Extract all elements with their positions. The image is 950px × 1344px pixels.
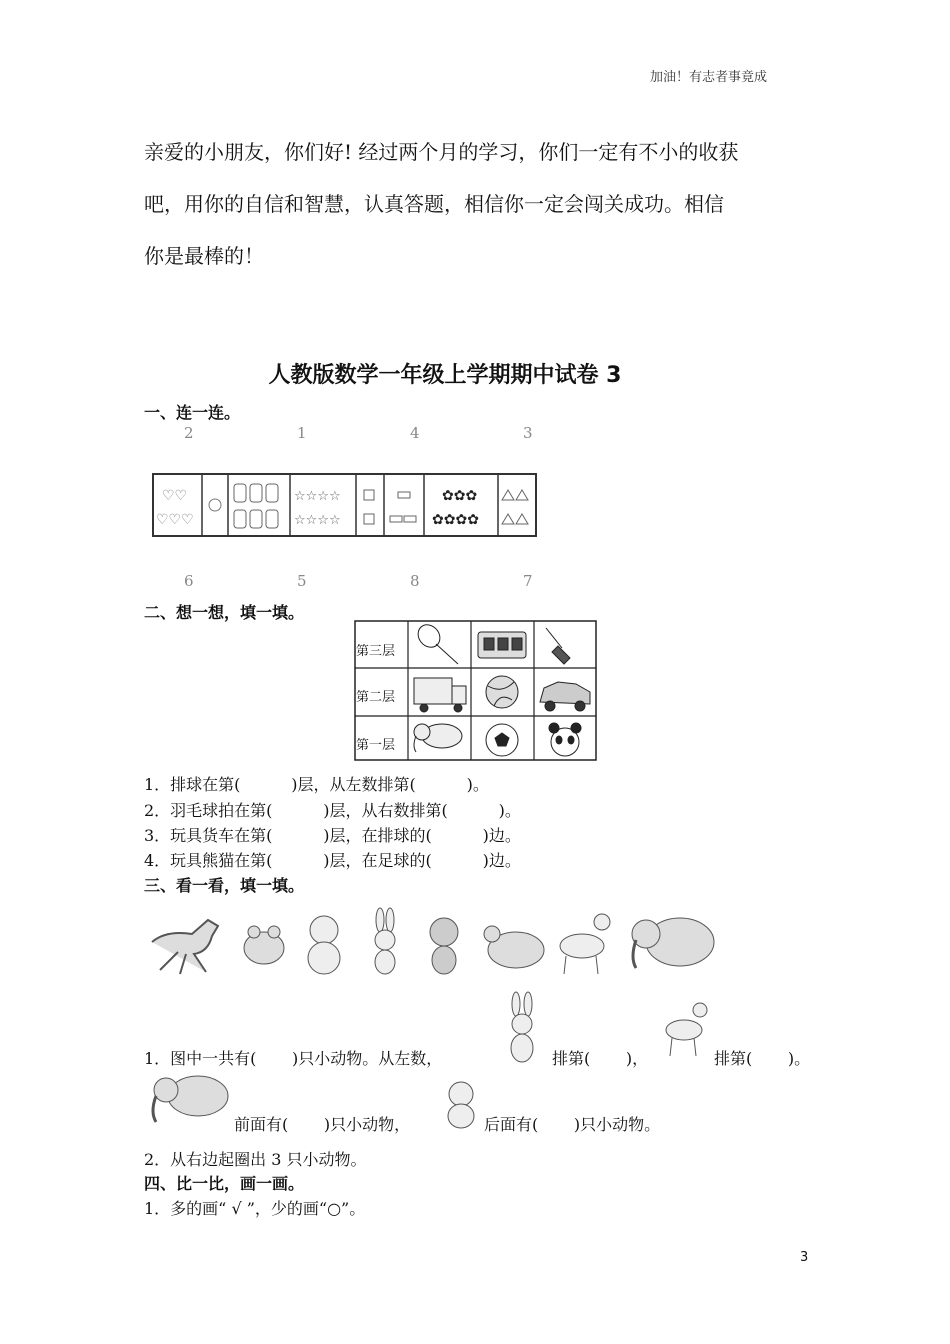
svg-text:☆☆☆☆: ☆☆☆☆ (294, 513, 341, 528)
toy-box-icon (478, 632, 526, 658)
section1-heading: 一、连一连。 (144, 403, 241, 422)
layer-label: 第一层 (356, 738, 396, 753)
goat-icon (560, 914, 610, 974)
counting-picture-strip (152, 472, 538, 538)
bottom-number: 6 (184, 572, 194, 590)
toy-elephant-icon (414, 724, 462, 752)
svg-text:✿✿✿: ✿✿✿ (442, 488, 478, 504)
question: 2．从右边起圈出 3 只小动物。 (144, 1150, 367, 1169)
badminton-racket-icon (414, 620, 458, 664)
horse-icon (152, 920, 218, 974)
top-number: 1 (297, 424, 307, 442)
hearts-icon (156, 488, 194, 528)
top-number: 2 (184, 424, 194, 442)
bottom-number: 8 (410, 572, 420, 590)
toy-car-icon (540, 682, 590, 711)
turtle-icon (484, 926, 544, 968)
dog-icon (308, 916, 340, 974)
triangles-icon (502, 490, 528, 524)
svg-text:☆☆☆☆: ☆☆☆☆ (294, 489, 341, 504)
section3-heading: 三、看一看，填一填。 (144, 876, 305, 895)
top-number: 4 (410, 424, 420, 442)
stars-icon (294, 489, 341, 528)
rectangles-icon (390, 492, 416, 522)
squares-icon (364, 490, 374, 524)
layer-label: 第三层 (356, 644, 396, 659)
animals-row (146, 902, 726, 982)
goat-icon (658, 996, 712, 1062)
question: 4．玩具熊猫在第( )层，在足球的( )边。 (144, 851, 521, 870)
svg-text:♡♡♡: ♡♡♡ (156, 512, 194, 528)
header-motto: 加油！有志者事竟成 (650, 70, 768, 85)
elephant-icon (142, 1066, 234, 1128)
question: 2．羽毛球拍在第( )层，从右数排第( )。 (144, 801, 521, 820)
top-number: 3 (523, 424, 533, 442)
section4-heading: 四、比一比，画一画。 (144, 1174, 305, 1193)
bottom-number: 7 (523, 572, 533, 590)
question: 前面有( )只小动物， (234, 1115, 411, 1134)
question: 排第( )， (552, 1049, 649, 1068)
bottom-number: 5 (297, 572, 307, 590)
rabbit-icon (375, 908, 395, 974)
question: 后面有( )只小动物。 (484, 1115, 661, 1134)
svg-text:♡♡: ♡♡ (162, 488, 188, 504)
question: 3．玩具货车在第( )层，在排球的( )边。 (144, 826, 521, 845)
exam-title: 人教版数学一年级上学期期中试卷 3 (268, 363, 622, 388)
intro-paragraph (144, 126, 824, 282)
soccer-ball-icon (486, 724, 518, 756)
question: 1．排球在第( )层，从左数排第( )。 (144, 775, 489, 794)
intro-line: 你是最棒的！ (144, 244, 264, 268)
svg-text:✿✿✿✿: ✿✿✿✿ (432, 512, 479, 528)
dog-icon (440, 1078, 482, 1130)
frog-icon (244, 926, 284, 964)
intro-line: 亲爱的小朋友，你们好! 经过两个月的学习，你们一定有不小的收获 (144, 140, 739, 164)
section2-heading: 二、想一想，填一填。 (144, 603, 305, 622)
toy-truck-icon (414, 678, 466, 712)
rabbit-icon (496, 990, 548, 1066)
volleyball-icon (486, 676, 518, 708)
cylinders-icon (234, 484, 278, 528)
intro-line: 吧，用你的自信和智慧，认真答题，相信你一定会闯关成功。相信 (144, 192, 724, 216)
monkey-icon (430, 918, 458, 974)
question: 排第( )。 (714, 1049, 811, 1068)
elephant-icon (632, 918, 714, 968)
toy-panda-icon (549, 723, 581, 756)
circle-icon (209, 499, 221, 511)
layer-label: 第二层 (356, 690, 396, 705)
page-number: 3 (800, 1250, 809, 1265)
question: 1．图中一共有( )只小动物。从左数， (144, 1049, 443, 1068)
flowers-icon (432, 488, 479, 528)
question: 1．多的画“ √ ”，少的画“○”。 (144, 1199, 366, 1218)
shovel-icon (546, 628, 570, 664)
